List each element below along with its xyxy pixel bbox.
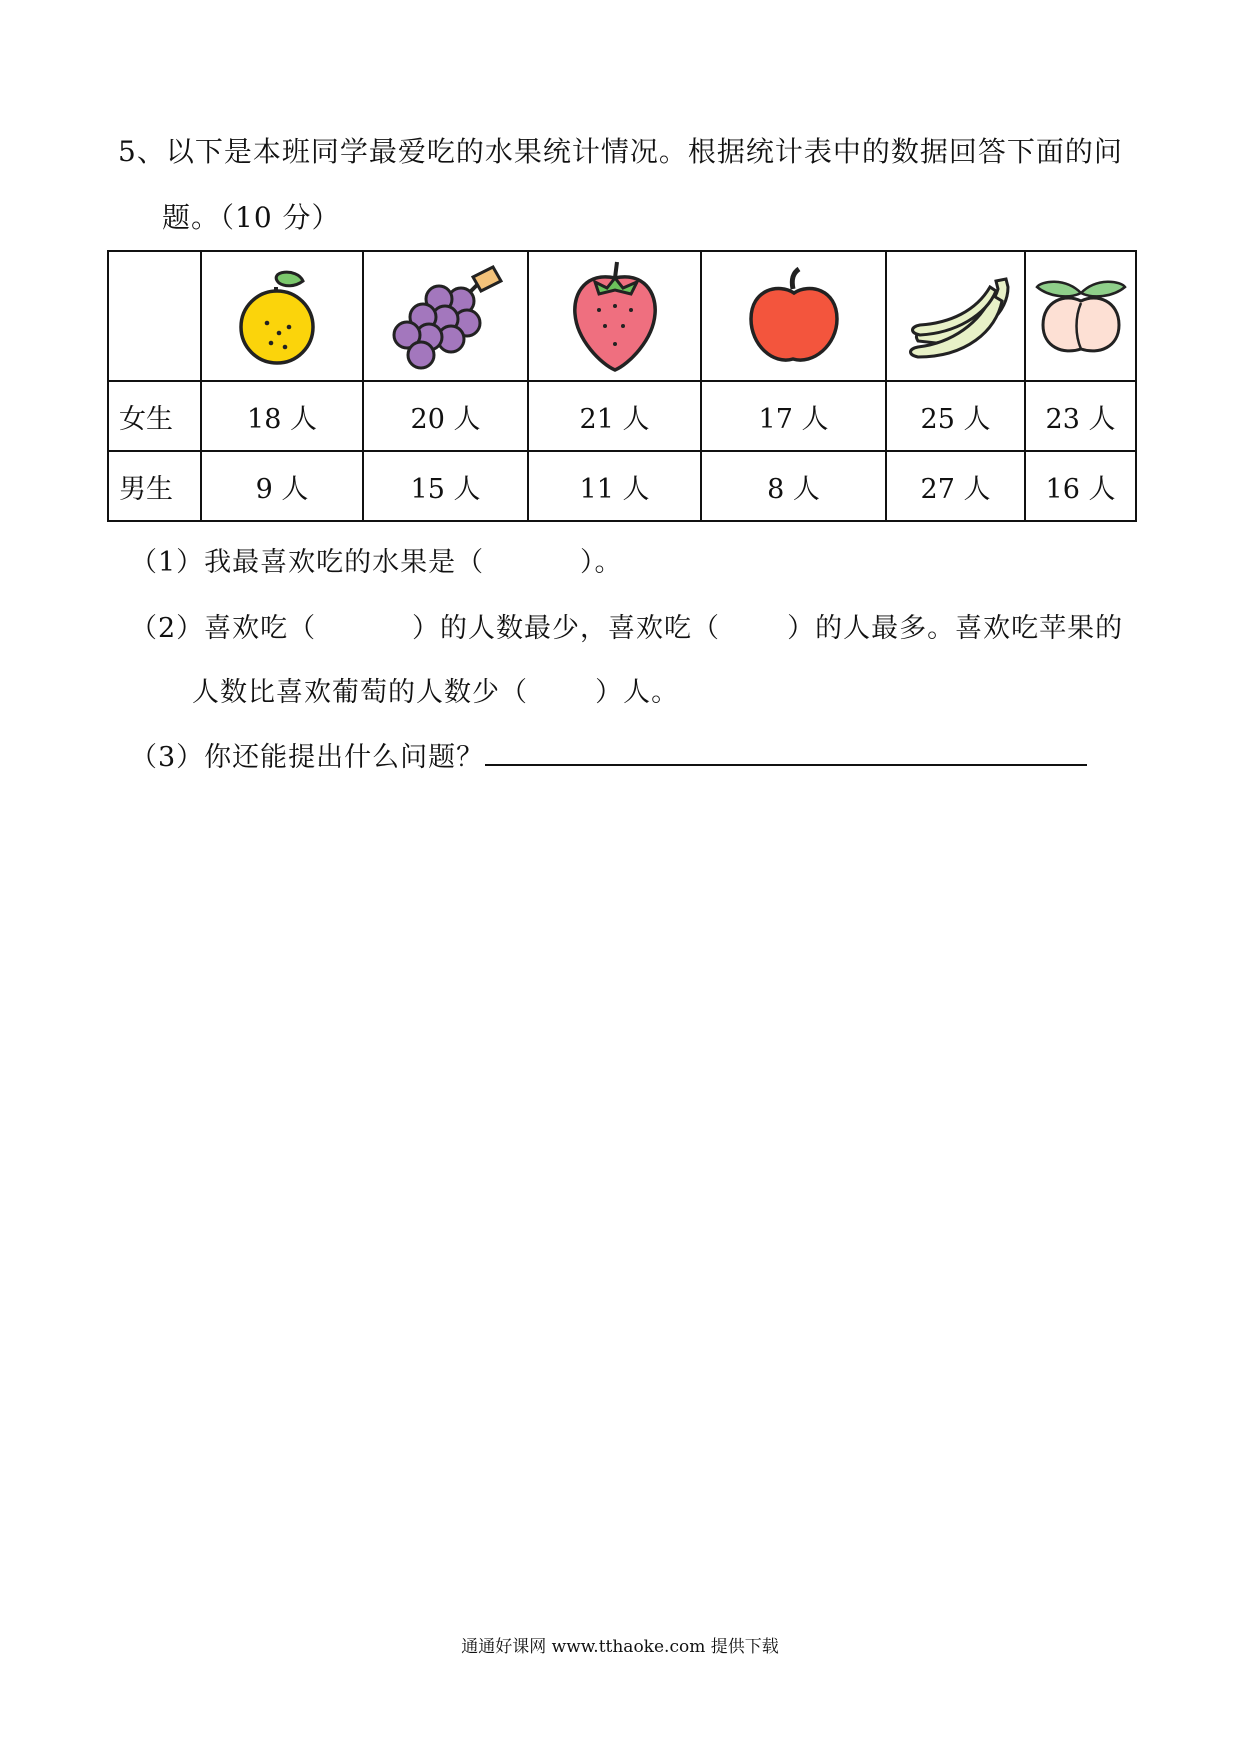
boys-peach-cell: 16 人	[1025, 451, 1136, 521]
subquestion-1: （1）我最喜欢吃的水果是（ ）。	[130, 547, 623, 578]
girls-orange-cell: 18 人	[201, 381, 363, 451]
row-label-girls: 女生	[108, 381, 201, 451]
fruit-stats-table	[107, 250, 1137, 522]
girls-apple-cell: 17 人	[701, 381, 886, 451]
subquestion-3: （3）你还能提出什么问题？	[130, 742, 485, 773]
question-title-line2: 题。（10 分）	[162, 201, 341, 234]
apple-icon	[739, 261, 849, 371]
peach-cell	[1025, 251, 1136, 381]
strawberry-cell	[528, 251, 701, 381]
table-row-boys	[108, 451, 1136, 521]
orange-icon	[227, 261, 337, 371]
grapes-icon	[381, 261, 511, 371]
girls-peach-cell: 23 人	[1025, 381, 1136, 451]
boys-banana-cell: 27 人	[886, 451, 1025, 521]
orange-cell	[201, 251, 363, 381]
boys-apple-cell: 8 人	[701, 451, 886, 521]
fruit-header-row	[108, 251, 1136, 381]
banana-icon	[896, 271, 1016, 361]
question-title-line1: 5、以下是本班同学最爱吃的水果统计情况。根据统计表中的数据回答下面的问	[118, 135, 1123, 168]
table-row-girls	[108, 381, 1136, 451]
grapes-cell	[363, 251, 528, 381]
peach-icon	[1031, 271, 1131, 361]
boys-grapes-cell: 15 人	[363, 451, 528, 521]
boys-orange-cell: 9 人	[201, 451, 363, 521]
answer-line[interactable]	[485, 764, 1087, 766]
strawberry-icon	[565, 256, 665, 376]
boys-strawberry-cell: 11 人	[528, 451, 701, 521]
banana-cell	[886, 251, 1025, 381]
corner-cell	[108, 251, 201, 381]
footer-credit: 通通好课网 www.tthaoke.com 提供下载	[461, 1637, 779, 1657]
subquestion-2-line2: 人数比喜欢葡萄的人数少（ ）人。	[192, 677, 680, 708]
girls-grapes-cell: 20 人	[363, 381, 528, 451]
girls-banana-cell: 25 人	[886, 381, 1025, 451]
subquestion-2-line1: （2）喜欢吃（ ）的人数最少，喜欢吃（ ）的人最多。喜欢吃苹果的	[130, 613, 1124, 644]
row-label-boys: 男生	[108, 451, 201, 521]
apple-cell	[701, 251, 886, 381]
girls-strawberry-cell: 21 人	[528, 381, 701, 451]
